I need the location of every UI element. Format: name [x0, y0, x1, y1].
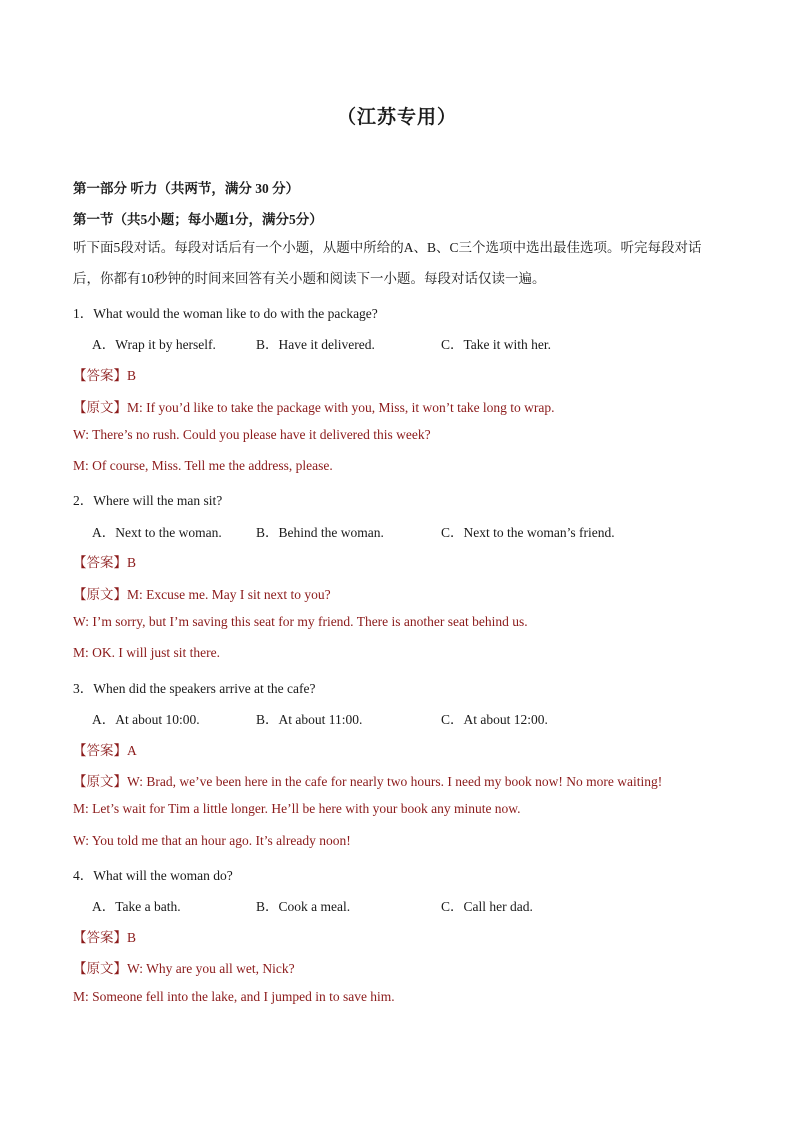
section-heading: 第一节（共5小题；每小题1分，满分5分）	[73, 212, 323, 227]
question-stem: 4．What will the woman do?	[73, 868, 233, 883]
option-b: B．Cook a meal.	[256, 899, 351, 914]
transcript-line	[73, 583, 331, 603]
option-a: A．Wrap it by herself.	[92, 337, 216, 352]
answer-label: 【答案】	[73, 743, 127, 758]
transcript-line: W: I’m sorry, but I’m saving this seat for my friend. There is another seat behind us.	[73, 614, 528, 629]
transcript-label: 【原文】	[73, 400, 127, 415]
option-c: C．Take it with her.	[441, 337, 552, 352]
transcript-line: M: OK. I will just sit there.	[73, 645, 220, 660]
transcript-label: 【原文】	[73, 961, 127, 976]
answer-line	[73, 739, 137, 759]
transcript-label: 【原文】	[73, 774, 127, 789]
option-a: A．At about 10:00.	[92, 712, 200, 727]
transcript-line	[73, 770, 662, 790]
transcript-line: M: Let’s wait for Tim a little longer. He’ll be here with your book any minute now.	[73, 801, 521, 816]
transcript-text: W: Why are you all wet, Nick?	[127, 961, 295, 976]
answer-label: 【答案】	[73, 930, 127, 945]
answer-value: B	[127, 368, 137, 383]
answer-value: B	[127, 555, 137, 570]
transcript-line: M: Of course, Miss. Tell me the address, please.	[73, 458, 333, 473]
part-heading: 第一部分 听力（共两节，满分 30 分）	[73, 181, 300, 196]
answer-value: A	[127, 743, 137, 758]
transcript-text: W: Brad, we’ve been here in the cafe for nearly two hours. I need my book now! No more waiting!	[127, 774, 663, 789]
transcript-text: M: Excuse me. May I sit next to you?	[127, 587, 331, 602]
option-c: C．At about 12:00.	[441, 712, 548, 727]
question-stem: 1．What would the woman like to do with the package?	[73, 306, 378, 321]
option-c: C．Next to the woman’s friend.	[441, 525, 615, 540]
answer-line	[73, 364, 136, 384]
option-a: A．Next to the woman.	[92, 525, 222, 540]
question-stem: 2．Where will the man sit?	[73, 493, 223, 508]
answer-label: 【答案】	[73, 555, 127, 570]
transcript-text: M: If you’d like to take the package with you, Miss, it won’t take long to wrap.	[127, 400, 555, 415]
transcript-line: W: There’s no rush. Could you please have it delivered this week?	[73, 427, 431, 442]
transcript-label: 【原文】	[73, 587, 127, 602]
option-b: B．Have it delivered.	[256, 337, 375, 352]
answer-label: 【答案】	[73, 368, 127, 383]
answer-line	[73, 926, 136, 946]
option-a: A．Take a bath.	[92, 899, 181, 914]
transcript-line	[73, 396, 555, 416]
option-b: B．At about 11:00.	[256, 712, 363, 727]
answer-value: B	[127, 930, 137, 945]
question-stem: 3．When did the speakers arrive at the cafe?	[73, 681, 316, 696]
option-b: B．Behind the woman.	[256, 525, 384, 540]
answer-line	[73, 551, 136, 571]
transcript-line: M: Someone fell into the lake, and I jumped in to save him.	[73, 989, 395, 1004]
option-c: C．Call her dad.	[441, 899, 533, 914]
transcript-line	[73, 957, 295, 977]
transcript-line: W: You told me that an hour ago. It’s already noon!	[73, 833, 351, 848]
instructions: 听下面5段对话。每段对话后有一个小题，从题中所给的A、B、C三个选项中选出最佳选项。听完每段对话后，你都有10秒钟的时间来回答有关小题和阅读下一小题。每段对话仅读一遍。	[73, 240, 702, 286]
page-title: （江苏专用）	[336, 107, 457, 128]
